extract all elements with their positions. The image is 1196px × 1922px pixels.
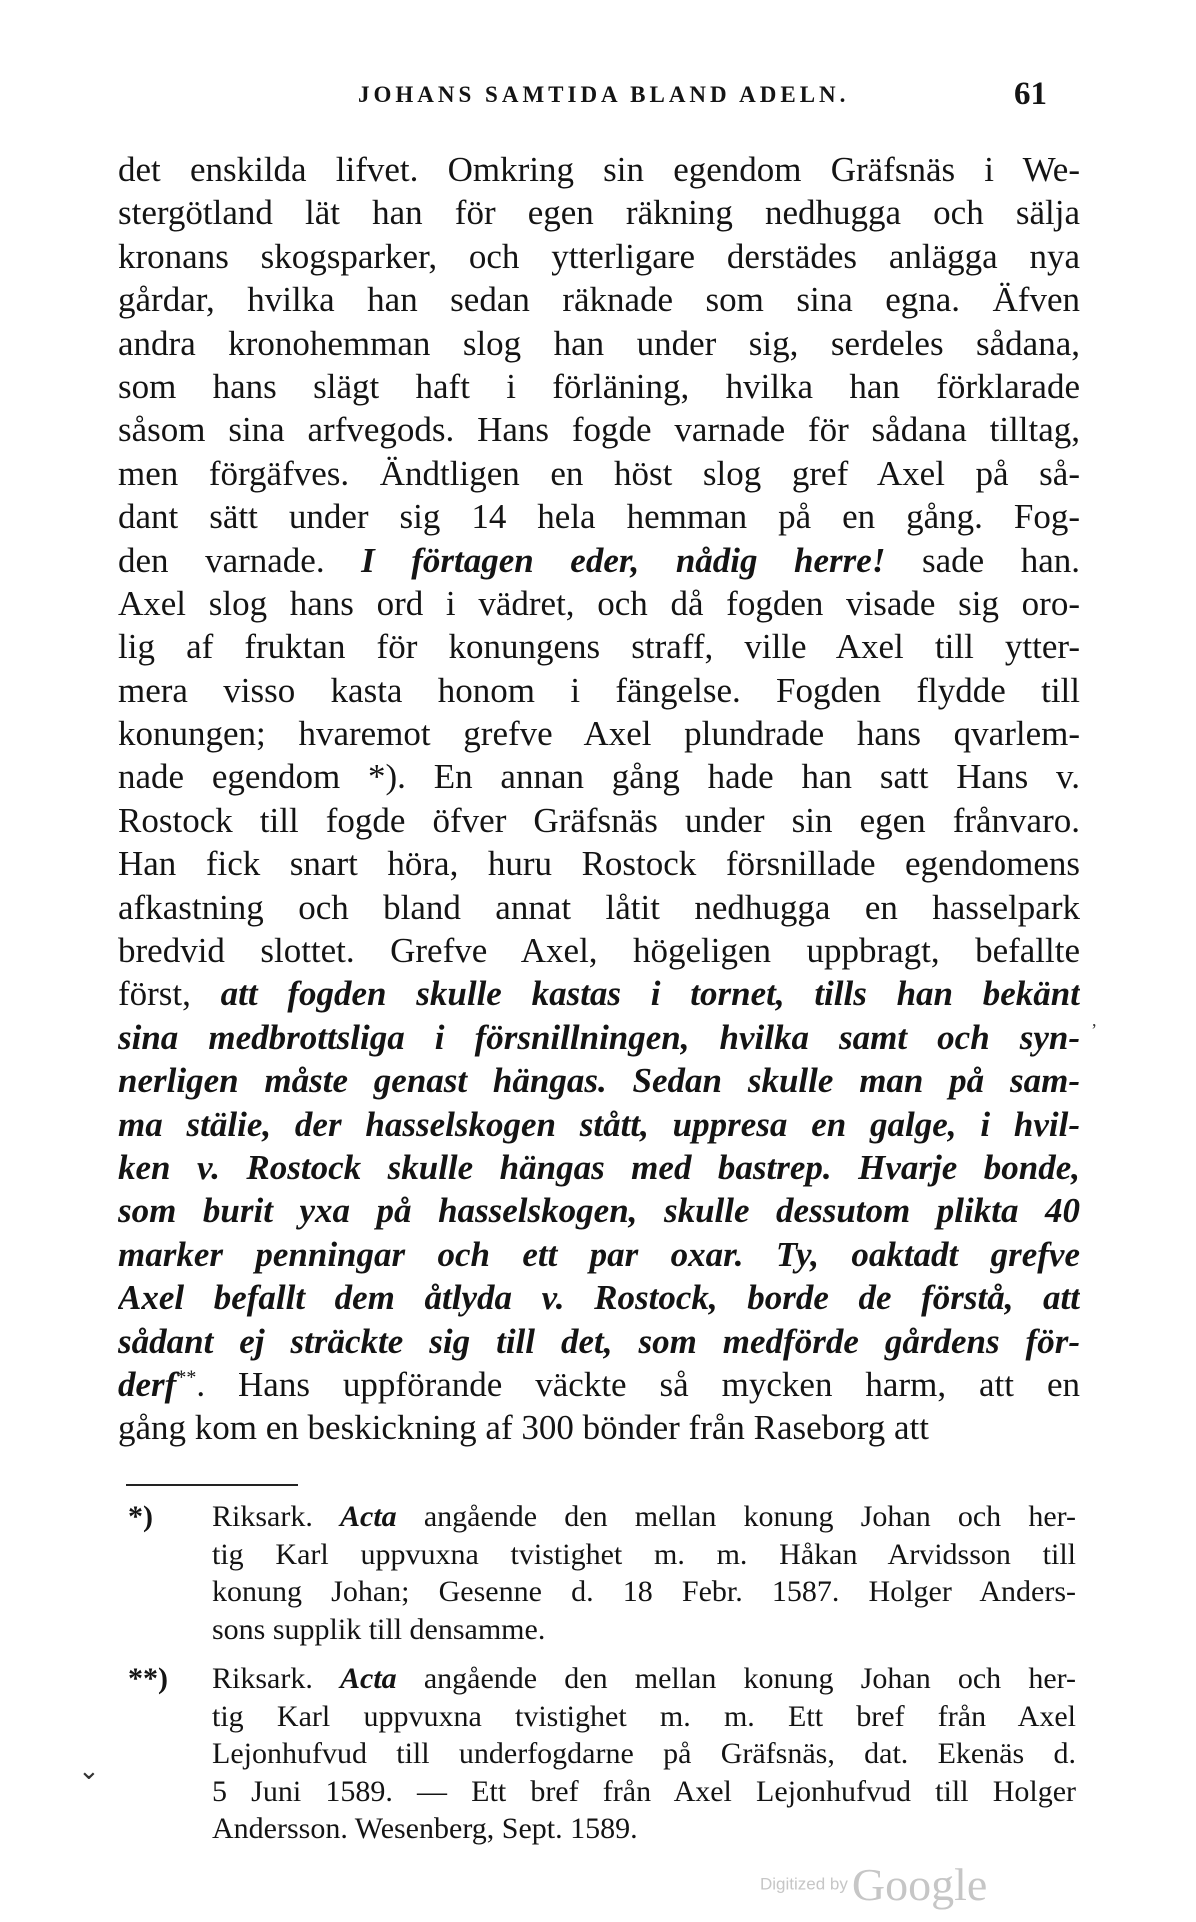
text-span: angående den mellan konung Johan och her- (423, 1500, 1076, 1533)
italic-text: nerligen måste genast hängas. (118, 1061, 607, 1101)
text-span: angående den mellan konung Johan och her- (423, 1662, 1076, 1695)
footnote-ref: ** (176, 1366, 197, 1389)
text-line: Axel slog hans ord i vädret, och då fogden visade sig oro- (118, 583, 1080, 623)
footnote-line (212, 1660, 1076, 1698)
text-line: konungen; hvaremot grefve Axel plundrade hans qvarlem- (118, 714, 1080, 754)
text-line: såsom sina arfvegods. Hans fogde varnade för sådana tilltag, (118, 410, 1080, 450)
digitized-by-watermark (760, 1858, 987, 1911)
stray-mark: ⌄ (78, 1756, 100, 1785)
text-line: som burit yxa på hasselskogen, skulle dessutom plikta 40 (118, 1191, 1080, 1231)
footnote-line: sons supplik till densamme. (212, 1612, 546, 1646)
footnote-line (212, 1498, 1076, 1536)
footnote-line: tig Karl uppvuxna tvistighet m. m. Håkan Arvidsson till (212, 1537, 1076, 1571)
italic-text: Acta (340, 1500, 397, 1533)
text-line: Han fick snart höra, huru Rostock försnillade egendomens (118, 844, 1080, 884)
footnote-line: Andersson. Wesenberg, Sept. 1589. (212, 1812, 638, 1845)
text-line: andra kronohemman slog han under sig, serdeles sådana, (118, 323, 1080, 363)
text-line: sina medbrottsliga i försnillningen, hvilka samt och syn- (118, 1017, 1080, 1057)
stray-mark: , (1092, 1010, 1097, 1030)
text-span: först, (118, 974, 191, 1014)
text-line: Rostock till fogde öfver Gräfsnäs under sin egen frånvaro. (118, 800, 1080, 840)
italic-text: Sedan skulle man på sam- (632, 1061, 1080, 1101)
text-line: ken v. Rostock skulle hängas med bastrep. Hvarje bonde, (118, 1147, 1080, 1187)
footnote-line: Lejonhufvud till underfogdarne på Gräfsnäs, dat. Ekenäs d. (212, 1737, 1076, 1770)
text-line: lig af fruktan för konungens straff, ville Axel till ytter- (118, 627, 1080, 667)
text-span: Riksark. (212, 1662, 313, 1695)
text-span: Riksark. (212, 1500, 313, 1533)
text-line: gång kom en beskickning af 300 bönder från Raseborg att (118, 1408, 929, 1448)
footnote-line: tig Karl uppvuxna tvistighet m. m. Ett bref från Axel (212, 1699, 1076, 1733)
digitized-by-label: Digitized by (760, 1874, 848, 1894)
italic-text: Acta (340, 1662, 397, 1695)
google-logo: Google (851, 1859, 988, 1910)
text-line: Axel befallt dem åtlyda v. Rostock, borde de förstå, att (118, 1278, 1080, 1318)
text-line: stergötland lät han för egen räkning nedhugga och sälja (118, 193, 1080, 233)
running-head: JOHANS SAMTIDA BLAND ADELN. (358, 82, 850, 107)
footnote (126, 1498, 1076, 1648)
footnote (126, 1660, 1076, 1848)
text-line: som hans slägt haft i förläning, hvilka han förklarade (118, 366, 1080, 406)
text-line: mera visso kasta honom i fängelse. Fogden flydde till (118, 670, 1080, 710)
footnote-divider (126, 1484, 298, 1486)
text-line (118, 1059, 1080, 1102)
italic-text: derf (118, 1364, 177, 1404)
text-line: kronans skogsparker, och ytterligare derstädes anlägga nya (118, 236, 1080, 276)
footnote-marker: *) (128, 1500, 153, 1533)
text-line: dant sätt under sig 14 hela hemman på en gång. Fog- (118, 497, 1080, 537)
text-line: men förgäfves. Ändtligen en höst slog gref Axel på så- (118, 453, 1080, 493)
page-number: 61 (1014, 76, 1047, 112)
text-span: . (196, 1364, 206, 1404)
footnotes (126, 1498, 1076, 1848)
text-line (118, 755, 1080, 798)
text-line: ma stälie, der hasselskogen stått, uppresa en galge, i hvil- (118, 1104, 1080, 1144)
text-span: sade han. (921, 540, 1080, 580)
text-line (118, 1363, 1080, 1406)
footnote-marker: **) (128, 1662, 168, 1695)
text-line: gårdar, hvilka han sedan räknade som sina egna. Äfven (118, 280, 1080, 320)
text-line: marker penningar och ett par oxar. Ty, oaktadt grefve (118, 1234, 1080, 1274)
text-line: sådant ej sträckte sig till det, som medförde gårdens för- (118, 1321, 1080, 1361)
text-span: nade egendom (118, 757, 341, 797)
text-line: afkastning och bland annat låtit nedhugga en hasselpark (118, 887, 1080, 927)
body-text (118, 148, 1080, 1450)
text-line: bredvid slottet. Grefve Axel, högeligen uppbragt, befallte (118, 931, 1080, 971)
text-span: den varnade. (118, 540, 325, 580)
italic-text: att fogden skulle kastas i tornet, tills han bekänt (220, 974, 1080, 1014)
footnote-line: 5 Juni 1589. — Ett bref från Axel Lejonhufvud till Holger (212, 1774, 1076, 1808)
text-span: Hans uppförande väckte så mycken harm, att en (238, 1364, 1080, 1404)
text-line: det enskilda lifvet. Omkring sin egendom Gräfsnäs i We- (118, 150, 1080, 189)
footnote-ref: *). (368, 757, 406, 797)
text-line (118, 972, 1080, 1015)
italic-quote: I förtagen eder, nådig herre! (361, 540, 886, 580)
text-span: En annan gång hade han satt Hans v. (433, 757, 1080, 797)
text-line (118, 539, 1080, 582)
footnote-line: konung Johan; Gesenne d. 18 Febr. 1587. Holger Anders- (212, 1575, 1076, 1608)
